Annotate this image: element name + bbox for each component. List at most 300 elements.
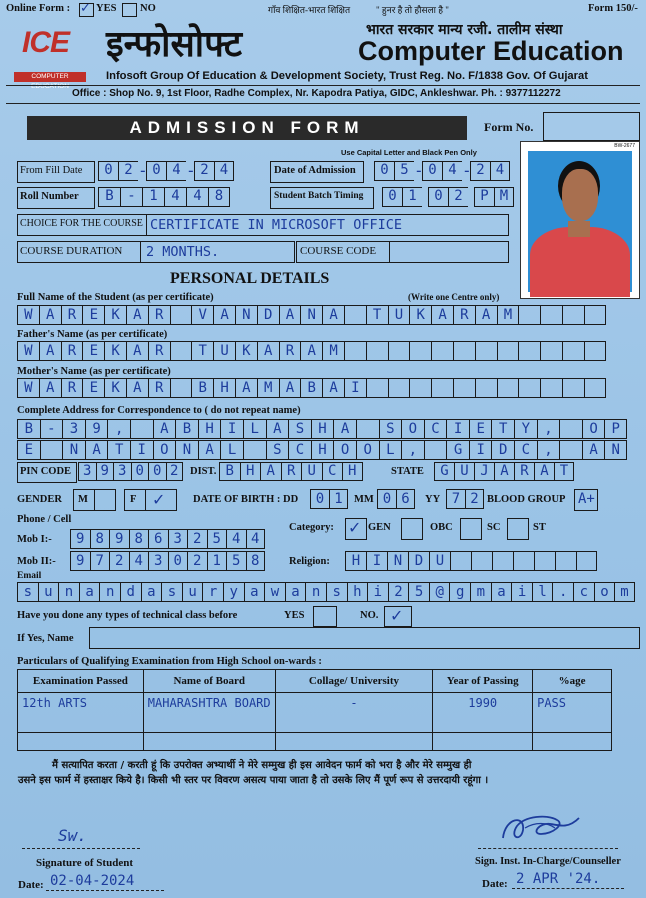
form-banner: ADMISSION FORM [27,116,467,140]
char-cell: A [39,378,61,398]
char-cell: c [573,582,594,602]
online-no-label: NO [140,3,156,14]
char-cell [431,378,453,398]
date-digit: 2 [194,161,214,181]
char-cell: S [266,440,289,460]
char-cell [388,341,410,361]
char-cell: n [58,582,79,602]
blood-value: A+ [578,491,595,507]
char-cell: H [345,551,366,571]
char-cell: R [514,462,534,481]
dob-mm-cells[interactable] [377,489,415,509]
char-cell: 2 [388,582,409,602]
photo-face [562,169,598,221]
duration-value: 2 MONTHS. [146,244,220,260]
email-cells[interactable] [17,582,635,602]
char-cell: , [107,419,130,439]
date-sep: - [138,161,148,180]
duration-divider [140,242,141,262]
table-row[interactable] [18,693,612,733]
char-cell [534,551,555,571]
char-cell: A [213,305,235,325]
char-cell [559,440,582,460]
char-cell: g [449,582,470,602]
char-cell: 5 [226,551,246,571]
char-cell: N [300,305,322,325]
admission-date-label: Date of Admission [274,165,356,176]
batch-char: P [474,187,494,207]
char-cell: 1 [207,551,227,571]
address-line2-cells[interactable] [17,440,627,460]
char-cell [518,341,540,361]
char-cell [450,551,471,571]
header-divider-bottom [6,103,640,104]
char-cell: 9 [85,419,108,439]
address-label: Complete Address for Correspondence to ( do not repeat name) [17,405,301,416]
char-cell: O [401,419,424,439]
char-cell: K [235,341,257,361]
char-cell: 8 [129,529,149,549]
char-cell: O [356,440,379,460]
exam-table [17,669,612,751]
logo-sub: COMPUTER EDUCATION [14,72,86,82]
mob2-label: Mob II:- [17,556,56,567]
char-cell: - [40,419,63,439]
roll-cells[interactable] [98,187,230,207]
batch-char: 1 [402,187,422,207]
char-cell: I [469,440,492,460]
father-label: Father's Name (as per certificate) [17,329,168,340]
course-divider [146,215,147,235]
date-digit: 5 [394,161,414,181]
char-cell: 1 [329,489,348,509]
exam-header-row [18,670,612,693]
char-cell [409,378,431,398]
fullname-cells[interactable] [17,305,606,325]
caps-note: Use Capital Letter and Black Pen Only [341,148,477,157]
char-cell: B [17,419,40,439]
char-cell: N [175,440,198,460]
char-cell: D [257,305,279,325]
student-date-label: Date: [18,879,44,891]
char-cell: 0 [148,462,166,481]
slogan-village: गाँव शिक्षित-भारत शिक्षित [268,5,351,15]
mob1-label: Mob I:- [17,534,52,545]
char-cell: 5 [207,529,227,549]
char-cell: L [220,440,243,460]
category-sc-check[interactable] [507,518,529,540]
tech-yes-label: YES [284,610,305,621]
state-cells[interactable] [434,462,574,481]
gender-f-check[interactable] [145,489,177,511]
form-fill-date-cells[interactable] [98,161,234,181]
roll-char: 4 [164,187,186,207]
form-fill-date-label-box [17,161,95,183]
char-cell: 2 [187,529,207,549]
char-cell [475,378,497,398]
char-cell: A [85,440,108,460]
form-no-field[interactable] [543,112,640,141]
roll-char: - [120,187,142,207]
char-cell: B [219,462,240,481]
blood-field[interactable] [574,489,598,511]
category-gen-check[interactable] [345,518,367,540]
online-no-checkbox[interactable] [122,3,137,17]
char-cell [431,341,453,361]
char-cell [518,305,540,325]
form-price: Form 150/- [588,3,638,14]
char-cell [562,341,584,361]
char-cell: I [446,419,469,439]
photo-tag: BW-2677 [614,143,635,149]
roll-char: 8 [208,187,230,207]
if-yes-field[interactable] [89,627,640,649]
char-cell: 9 [109,529,129,549]
gender-m-box[interactable] [73,489,95,511]
empty-cell [433,733,533,751]
char-cell: 9 [70,529,90,549]
char-cell: K [409,305,431,325]
religion-label: Religion: [289,556,330,567]
student-signature-line [22,848,140,849]
hindi-subtitle: भारत सरकार मान्य रजी. तालीम संस्था [366,22,563,38]
address-line1-cells[interactable] [17,419,627,439]
char-cell: U [429,551,450,571]
char-cell: A [266,419,289,439]
char-cell: N [62,440,85,460]
char-cell [344,305,366,325]
char-cell: A [475,305,497,325]
char-cell: m [470,582,491,602]
board-cell: MAHARASHTRA BOARD [143,693,275,733]
date-digit: 4 [490,161,510,181]
photo-frame [520,141,640,299]
declaration-line2: उसने इस फार्म में हस्ताक्षर किये है। किसी भी स्तर पर विवरण असत्य पाया जाता है तो उसके लिए मैं पूर्ण रूप से उत्तरदायी रहूंगा । [18,775,489,786]
blood-label: BLOOD GROUP [487,494,566,505]
roll-char: B [98,187,120,207]
char-cell [518,378,540,398]
char-cell: T [191,341,213,361]
char-cell: I [220,419,243,439]
char-cell: A [126,341,148,361]
char-cell: E [17,440,40,460]
char-cell: E [82,378,104,398]
char-cell: 9 [70,551,90,571]
mob2-cells[interactable] [70,551,265,571]
char-cell: 2 [109,551,129,571]
char-cell: 8 [90,529,110,549]
year-cell: 1990 [433,693,533,733]
char-cell: A [279,378,301,398]
char-cell [584,378,606,398]
char-cell: L [379,440,402,460]
batch-char: 0 [382,187,402,207]
pin-cells[interactable] [78,462,183,481]
char-cell: U [213,341,235,361]
char-cell: A [260,462,281,481]
char-cell: L [243,419,266,439]
char-cell: A [235,378,257,398]
date-digit: 2 [470,161,490,181]
char-cell: U [301,462,322,481]
char-cell: K [104,341,126,361]
table-row[interactable] [18,733,612,751]
phone-label: Phone / Cell [17,514,72,525]
char-cell: o [594,582,615,602]
duration-field[interactable] [17,241,295,263]
char-cell: , [537,419,560,439]
declaration-line1: मैं सत्यापित करता / करती हूं कि उपरोक्त अभ्यार्थी ने मेरे सम्मुख ही इस आवेदन फार्म को भरा है और मेरे सम्मुख ही [52,760,472,771]
char-cell: K [104,378,126,398]
char-cell: C [514,440,537,460]
online-yes-checkbox[interactable]: ✓ [79,3,94,17]
course-field[interactable] [17,214,509,236]
char-cell: 7 [446,489,465,509]
dob-yy-label: YY [425,494,441,505]
char-cell [388,378,410,398]
char-cell: u [182,582,203,602]
mob1-cells[interactable] [70,529,265,549]
ice-logo [14,22,86,90]
char-cell: S [379,419,402,439]
date-sep: - [414,161,424,180]
char-cell: R [61,341,83,361]
dob-yy-cells[interactable] [446,489,484,509]
incharge-date-label: Date: [482,878,508,890]
char-cell: C [322,462,343,481]
char-cell [492,551,513,571]
incharge-signature-label: Sign. Inst. In-Charge/Counseller [475,856,621,867]
course-code-divider [389,242,390,262]
char-cell: A [534,462,554,481]
mother-cells[interactable] [17,378,606,398]
date-sep: - [186,161,196,180]
char-cell: C [288,440,311,460]
char-cell: W [17,341,39,361]
father-cells[interactable] [17,341,606,361]
batch-char: 0 [428,187,448,207]
institute-title: Computer Education [358,36,624,66]
char-cell: A [333,419,356,439]
char-cell: s [326,582,347,602]
admission-date-cells[interactable] [374,161,510,181]
batch-char: M [494,187,514,207]
char-cell [562,305,584,325]
tech-no-check[interactable] [384,606,412,627]
char-cell [540,341,562,361]
mother-label: Mother's Name (as per certificate) [17,366,171,377]
char-cell: 2 [465,489,484,509]
char-cell: 9 [96,462,114,481]
dob-dd-cells[interactable] [310,489,348,509]
category-obc-check[interactable] [401,518,423,540]
exam-col-header: Collage/ University [275,670,433,693]
fullname-label: Full Name of the Student (as per certificate) [17,292,214,303]
char-cell: 4 [226,529,246,549]
char-cell: M [257,378,279,398]
religion-cells[interactable] [345,551,597,571]
char-cell: R [281,462,302,481]
char-cell: I [344,378,366,398]
char-cell [513,551,534,571]
char-cell: D [408,551,429,571]
char-cell: 4 [129,551,149,571]
dist-label: DIST. [190,466,217,477]
category-gen-label: GEN [368,522,391,533]
char-cell: A [322,378,344,398]
char-cell: A [582,440,605,460]
roll-char: 1 [142,187,164,207]
char-cell: 3 [78,462,96,481]
course-code-field[interactable] [296,241,509,263]
form-no-label: Form No. [484,120,534,134]
char-cell: 0 [310,489,329,509]
tech-yes-check[interactable] [313,606,337,627]
dob-mm-label: MM [354,494,374,505]
char-cell: 4 [246,529,266,549]
char-cell: I [366,551,387,571]
gender-m-check[interactable] [94,489,116,511]
category-obc-label: OBC [430,522,453,533]
char-cell: A [126,305,148,325]
char-cell [584,341,606,361]
date-digit: 0 [146,161,166,181]
char-cell: T [491,419,514,439]
char-cell: N [604,440,627,460]
char-cell [576,551,597,571]
char-cell: 3 [113,462,131,481]
char-cell: A [279,305,301,325]
char-cell: d [120,582,141,602]
char-cell [559,419,582,439]
batch-cells[interactable] [382,187,514,207]
char-cell: 5 [408,582,429,602]
char-cell: T [107,440,130,460]
char-cell: i [367,582,388,602]
char-cell: T [366,305,388,325]
char-cell [40,440,63,460]
exam-col-header: Name of Board [143,670,275,693]
char-cell [356,419,379,439]
char-cell [409,341,431,361]
char-cell: 3 [62,419,85,439]
state-label: STATE [391,466,424,477]
char-cell: m [614,582,635,602]
char-cell: E [82,341,104,361]
char-cell: A [198,440,221,460]
char-cell: H [311,419,334,439]
char-cell: n [305,582,326,602]
char-cell: 3 [148,551,168,571]
char-cell: D [491,440,514,460]
course-label: CHOICE FOR THE COURSE [20,218,143,229]
roll-label-box [17,187,95,209]
char-cell: R [148,378,170,398]
email-label: Email [17,571,42,581]
date-digit: 4 [442,161,462,181]
exam-heading: Particulars of Qualifying Examination from High School on-wards : [17,656,322,667]
char-cell: A [322,305,344,325]
char-cell: E [469,419,492,439]
char-cell: A [153,419,176,439]
exam-passed-cell: 12th ARTS [18,693,144,733]
society-line: Infosoft Group Of Education & Development Society, Trust Reg. No. F/1838 Gov. Of Gujarat [106,70,588,82]
char-cell: B [191,378,213,398]
char-cell [562,378,584,398]
char-cell: V [191,305,213,325]
form-fill-date-label: From Fill Date [20,165,83,176]
date-digit: 2 [118,161,138,181]
date-digit: 4 [166,161,186,181]
admission-date-label-box [270,161,364,183]
char-cell: A [39,341,61,361]
char-cell: R [148,305,170,325]
char-cell [555,551,576,571]
gender-f-box[interactable] [124,489,146,511]
char-cell: A [126,378,148,398]
course-value: CERTIFICATE IN MICROSOFT OFFICE [150,217,402,233]
char-cell: B [300,378,322,398]
exam-col-header: Examination Passed [18,670,144,693]
char-cell: G [446,440,469,460]
char-cell: 0 [377,489,396,509]
char-cell: P [604,419,627,439]
photo-neck [568,221,590,237]
char-cell: W [17,305,39,325]
slogan-skill: " हुनर है तो हौसला है " [376,5,449,15]
char-cell: C [424,419,447,439]
char-cell: 0 [168,551,188,571]
category-obc-box[interactable] [460,518,482,540]
char-cell [475,341,497,361]
char-cell: 3 [168,529,188,549]
char-cell: s [161,582,182,602]
char-cell: M [322,341,344,361]
char-cell: a [141,582,162,602]
char-cell [130,419,153,439]
char-cell: O [153,440,176,460]
roll-char: 4 [186,187,208,207]
char-cell: n [99,582,120,602]
char-cell: , [401,440,424,460]
char-cell: N [387,551,408,571]
char-cell: J [474,462,494,481]
char-cell: 2 [187,551,207,571]
char-cell: i [511,582,532,602]
char-cell: , [537,440,560,460]
category-label: Category: [289,522,334,533]
dist-cells[interactable] [219,462,363,481]
char-cell: G [434,462,454,481]
student-signature-label: Signature of Student [36,857,133,869]
gender-m-label: M [78,494,88,505]
char-cell: a [244,582,265,602]
char-cell: T [554,462,574,481]
char-cell: A [39,305,61,325]
photo-saree [530,227,630,297]
hindi-title: इन्फोसोफ्ट [106,24,243,65]
char-cell: A [494,462,514,481]
char-cell: A [300,341,322,361]
char-cell: r [202,582,223,602]
char-cell [243,440,266,460]
date-sep: - [462,161,472,180]
char-cell: a [79,582,100,602]
date-digit: 0 [98,161,118,181]
empty-cell [533,733,612,751]
char-cell: A [257,341,279,361]
batch-label-box [270,187,374,209]
